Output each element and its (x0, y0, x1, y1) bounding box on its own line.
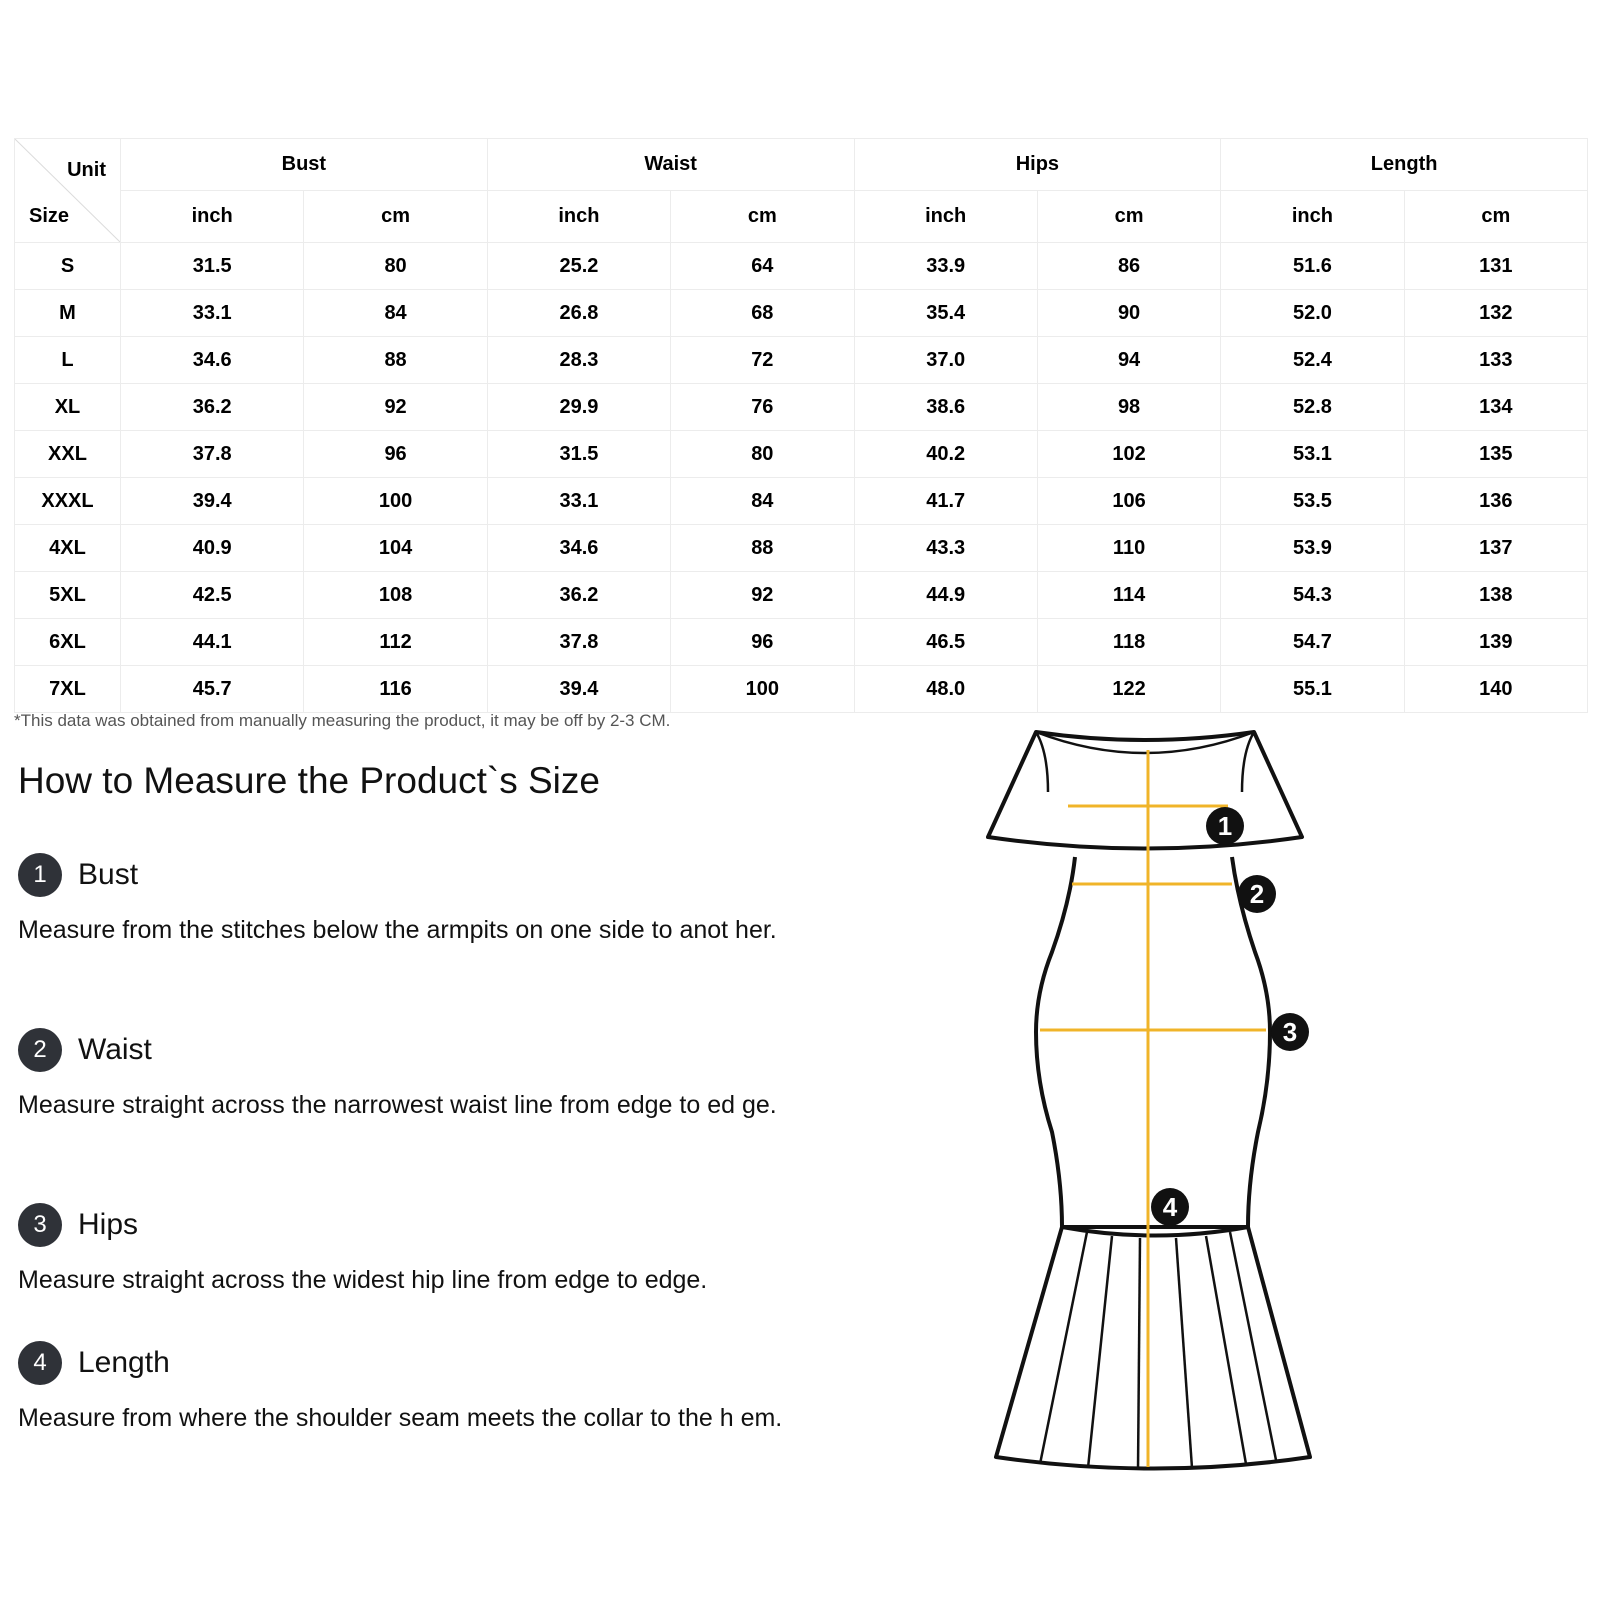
measurement-cell: 52.8 (1221, 384, 1404, 431)
dress-measurement-diagram (980, 712, 1330, 1492)
table-row (15, 478, 1588, 525)
step-description: Measure from the stitches below the armpits on one side to anot her. (18, 916, 777, 944)
measurement-cell: 51.6 (1221, 243, 1404, 290)
measurement-cell: 98 (1037, 384, 1220, 431)
measurement-cell: 102 (1037, 431, 1220, 478)
measurement-cell: 94 (1037, 337, 1220, 384)
measurement-cell: 36.2 (487, 572, 670, 619)
marker-2-icon (1238, 875, 1276, 913)
measurement-cell: 139 (1404, 619, 1587, 666)
measurement-cell: 122 (1037, 666, 1220, 713)
measurement-cell: 28.3 (487, 337, 670, 384)
size-label-cell: XXL (15, 431, 121, 478)
measurement-cell: 48.0 (854, 666, 1037, 713)
table-row (15, 337, 1588, 384)
unit-header-row (15, 191, 1588, 243)
corner-unit-label: Unit (67, 159, 106, 181)
measurement-cell: 34.6 (487, 525, 670, 572)
unit-header: inch (1221, 191, 1404, 243)
measurement-cell: 108 (304, 572, 487, 619)
measurement-cell: 133 (1404, 337, 1587, 384)
unit-header: cm (1037, 191, 1220, 243)
measurement-cell: 53.5 (1221, 478, 1404, 525)
measurement-cell: 104 (304, 525, 487, 572)
measurement-cell: 36.2 (121, 384, 304, 431)
size-label-cell: XL (15, 384, 121, 431)
step-label: Bust (78, 858, 139, 891)
measurement-cell: 110 (1037, 525, 1220, 572)
step-length (18, 1340, 818, 1437)
group-header-bust: Bust (121, 139, 488, 191)
measurement-cell: 40.2 (854, 431, 1037, 478)
measurement-cell: 43.3 (854, 525, 1037, 572)
step-label: Waist (78, 1033, 152, 1066)
measurement-cell: 80 (304, 243, 487, 290)
measurement-cell: 106 (1037, 478, 1220, 525)
size-label-cell: M (15, 290, 121, 337)
measurement-cell: 25.2 (487, 243, 670, 290)
measurement-cell: 39.4 (121, 478, 304, 525)
size-rows (15, 243, 1588, 713)
step-description: Measure from where the shoulder seam meets the collar to the h em. (18, 1404, 783, 1432)
measurement-group-row (15, 139, 1588, 191)
table-row (15, 525, 1588, 572)
step-number-badge: 3 (18, 1203, 62, 1247)
marker-1-icon (1206, 807, 1244, 845)
step-waist (18, 1027, 818, 1124)
size-chart-table (14, 138, 1588, 713)
measurement-cell: 38.6 (854, 384, 1037, 431)
measurement-cell: 136 (1404, 478, 1587, 525)
measurement-note: *This data was obtained from manually measuring the product, it may be off by 2-3 CM. (14, 711, 671, 730)
diagram-markers (1151, 807, 1309, 1226)
measurement-cell: 34.6 (121, 337, 304, 384)
size-label-cell: L (15, 337, 121, 384)
measurement-cell: 140 (1404, 666, 1587, 713)
size-label-cell: XXXL (15, 478, 121, 525)
step-bust (18, 852, 818, 949)
table-row (15, 290, 1588, 337)
measurement-cell: 112 (304, 619, 487, 666)
unit-header: inch (121, 191, 304, 243)
measurement-cell: 88 (671, 525, 854, 572)
measurement-cell: 135 (1404, 431, 1587, 478)
measurement-cell: 100 (671, 666, 854, 713)
measurement-cell: 42.5 (121, 572, 304, 619)
measurement-cell: 31.5 (487, 431, 670, 478)
unit-header: cm (671, 191, 854, 243)
measurement-cell: 84 (671, 478, 854, 525)
measurement-cell: 53.1 (1221, 431, 1404, 478)
how-to-measure-title: How to Measure the Product`s Size (18, 760, 600, 801)
measurement-cell: 80 (671, 431, 854, 478)
measurement-cell: 53.9 (1221, 525, 1404, 572)
marker-3-icon (1271, 1013, 1309, 1051)
measurement-cell: 37.8 (121, 431, 304, 478)
marker-4-icon (1151, 1188, 1189, 1226)
measurement-cell: 35.4 (854, 290, 1037, 337)
measurement-cell: 100 (304, 478, 487, 525)
unit-header: cm (304, 191, 487, 243)
measurement-cell: 44.1 (121, 619, 304, 666)
measurement-cell: 92 (304, 384, 487, 431)
unit-header: cm (1404, 191, 1587, 243)
marker-number: 4 (1162, 1192, 1178, 1222)
marker-number: 3 (1282, 1017, 1298, 1047)
measurement-cell: 92 (671, 572, 854, 619)
measurement-cell: 137 (1404, 525, 1587, 572)
measurement-cell: 72 (671, 337, 854, 384)
measurement-cell: 86 (1037, 243, 1220, 290)
step-description: Measure straight across the narrowest waist line from edge to ed ge. (18, 1091, 777, 1119)
step-number-badge: 2 (18, 1028, 62, 1072)
measurement-cell: 54.7 (1221, 619, 1404, 666)
measurement-cell: 26.8 (487, 290, 670, 337)
measurement-cell: 52.0 (1221, 290, 1404, 337)
measurement-cell: 37.0 (854, 337, 1037, 384)
marker-number: 2 (1249, 879, 1265, 909)
step-label: Length (78, 1346, 170, 1379)
measurement-cell: 68 (671, 290, 854, 337)
table-row (15, 243, 1588, 290)
group-header-waist: Waist (487, 139, 854, 191)
group-header-hips: Hips (854, 139, 1221, 191)
measurement-cell: 131 (1404, 243, 1587, 290)
measurement-cell: 76 (671, 384, 854, 431)
measurement-cell: 41.7 (854, 478, 1037, 525)
measurement-cell: 138 (1404, 572, 1587, 619)
size-label-cell: 7XL (15, 666, 121, 713)
unit-header: inch (854, 191, 1037, 243)
measurement-cell: 40.9 (121, 525, 304, 572)
measurement-cell: 39.4 (487, 666, 670, 713)
measurement-cell: 114 (1037, 572, 1220, 619)
measurement-cell: 46.5 (854, 619, 1037, 666)
corner-size-label: Size (29, 205, 70, 227)
measurement-cell: 45.7 (121, 666, 304, 713)
measurement-cell: 116 (304, 666, 487, 713)
how-to-measure-section (18, 760, 818, 1432)
measurement-cell: 96 (304, 431, 487, 478)
measurement-cell: 88 (304, 337, 487, 384)
measurement-cell: 29.9 (487, 384, 670, 431)
table-row (15, 619, 1588, 666)
measurement-cell: 96 (671, 619, 854, 666)
size-label-cell: 4XL (15, 525, 121, 572)
step-description: Measure straight across the widest hip line from edge to edge. (18, 1266, 708, 1294)
table-row (15, 666, 1588, 713)
size-label-cell: 6XL (15, 619, 121, 666)
measurement-cell: 84 (304, 290, 487, 337)
measurement-cell: 44.9 (854, 572, 1037, 619)
size-label-cell: 5XL (15, 572, 121, 619)
measurement-cell: 134 (1404, 384, 1587, 431)
step-label: Hips (78, 1208, 139, 1241)
step-hips (18, 1202, 818, 1299)
unit-header: inch (487, 191, 670, 243)
measurement-cell: 54.3 (1221, 572, 1404, 619)
measurement-cell: 31.5 (121, 243, 304, 290)
measurement-cell: 64 (671, 243, 854, 290)
group-header-length: Length (1221, 139, 1588, 191)
measurement-cell: 33.1 (121, 290, 304, 337)
measurement-cell: 33.9 (854, 243, 1037, 290)
step-number-badge: 1 (18, 853, 62, 897)
measurement-cell: 37.8 (487, 619, 670, 666)
measurement-cell: 132 (1404, 290, 1587, 337)
measurement-cell: 90 (1037, 290, 1220, 337)
step-number-badge: 4 (18, 1341, 62, 1385)
measurement-cell: 55.1 (1221, 666, 1404, 713)
measurement-cell: 33.1 (487, 478, 670, 525)
table-row (15, 384, 1588, 431)
marker-number: 1 (1217, 811, 1233, 841)
table-corner-cell (15, 139, 121, 243)
size-label-cell: S (15, 243, 121, 290)
measurement-cell: 118 (1037, 619, 1220, 666)
measurement-cell: 52.4 (1221, 337, 1404, 384)
table-row (15, 431, 1588, 478)
table-row (15, 572, 1588, 619)
